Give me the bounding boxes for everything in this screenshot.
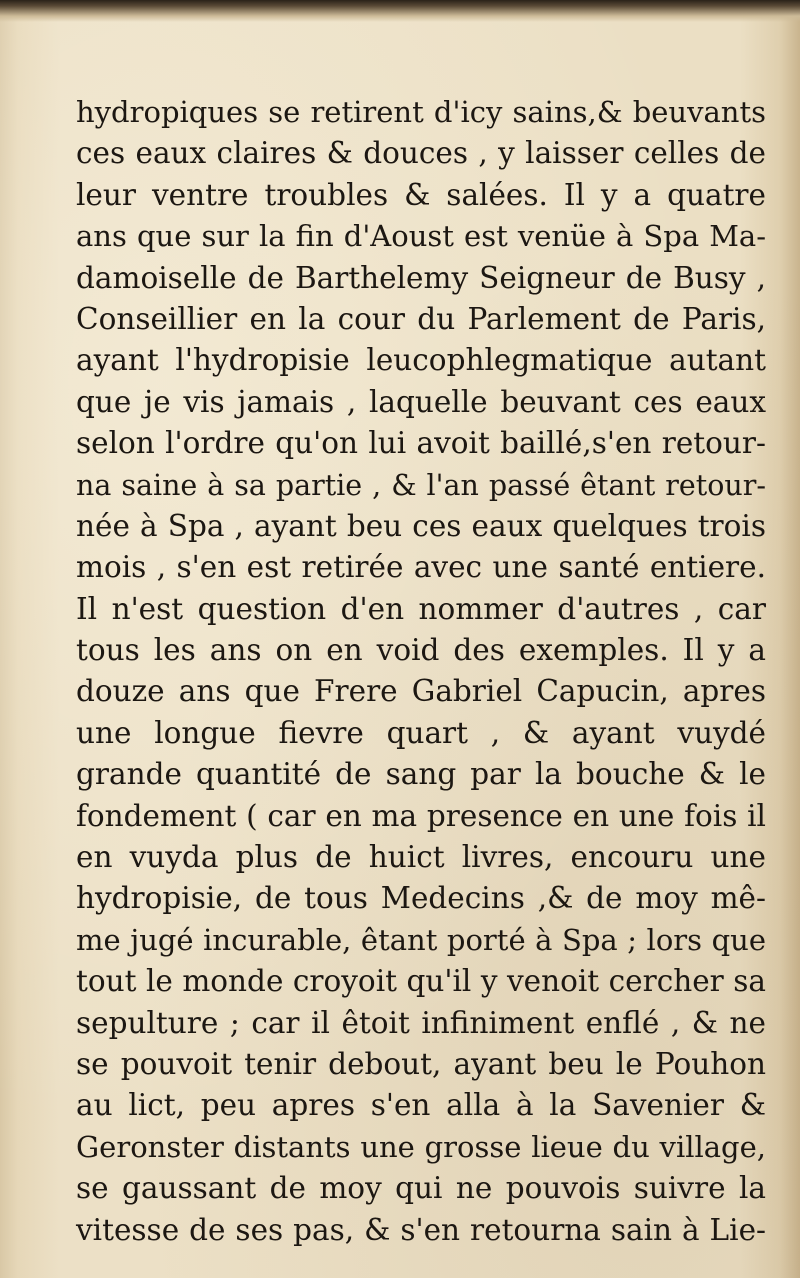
text-line: hydropiques se retirent d'icy sains,& beuvants <box>76 95 766 129</box>
text-line: se gaussant de moy qui ne pouvois suivre la <box>76 1171 766 1206</box>
text-line: leur ventre troubles & salées. Il y a quatre <box>76 177 766 212</box>
text-line: me jugé incurable, êtant porté à Spa ; lors que <box>76 922 766 957</box>
text-line: ans que sur la fin d'Aoust est venüe à Spa Ma- <box>76 219 766 254</box>
text-line: selon l'ordre qu'on lui avoit baillé,s'en retour- <box>76 426 766 461</box>
text-line: mois , s'en est retirée avec une santé entiere. <box>76 550 766 585</box>
text-line: ces eaux claires & douces , y laisser celles de <box>76 136 766 171</box>
text-line: se pouvoit tenir debout, ayant beu le Pouhon <box>76 1046 766 1081</box>
text-line: Geronster distants une grosse lieue du village, <box>76 1129 766 1164</box>
text-line: vitesse de ses pas, & s'en retourna sain à Lie- <box>76 1212 766 1247</box>
text-line: hydropisie, de tous Medecins ,& de moy mê- <box>76 881 766 916</box>
text-line: douze ans que Frere Gabriel Capucin, apres <box>76 674 766 709</box>
text-line: Conseillier en la cour du Parlement de Paris, <box>76 301 766 336</box>
page-top-edge <box>0 0 800 22</box>
text-line: au lict, peu apres s'en alla à la Savenier & <box>76 1088 766 1123</box>
page-text-block <box>76 92 766 1272</box>
text-line: que je vis jamais , laquelle beuvant ces eaux <box>76 384 766 419</box>
text-line: damoiselle de Barthelemy Seigneur de Busy , <box>76 260 766 295</box>
text-line: née à Spa , ayant beu ces eaux quelques trois <box>76 508 766 543</box>
text-line: na saine à sa partie , & l'an passé êtant retour- <box>76 468 766 502</box>
text-line: fondement ( car en ma presence en une fois il <box>76 798 766 833</box>
text-line: en vuyda plus de huict livres, encouru une <box>76 840 766 875</box>
text-line: tout le monde croyoit qu'il y venoit cercher sa <box>76 964 766 999</box>
text-line: sepulture ; car il êtoit infiniment enflé , & ne <box>76 1005 766 1040</box>
text-line: grande quantité de sang par la bouche & le <box>76 757 766 792</box>
text-line: une longue fievre quart , & ayant vuydé <box>76 715 766 750</box>
text-line: Il n'est question d'en nommer d'autres , car <box>76 591 766 626</box>
text-line: ayant l'hydropisie leucophlegmatique autant <box>76 343 766 378</box>
text-line: tous les ans on en void des exemples. Il y a <box>76 633 766 668</box>
